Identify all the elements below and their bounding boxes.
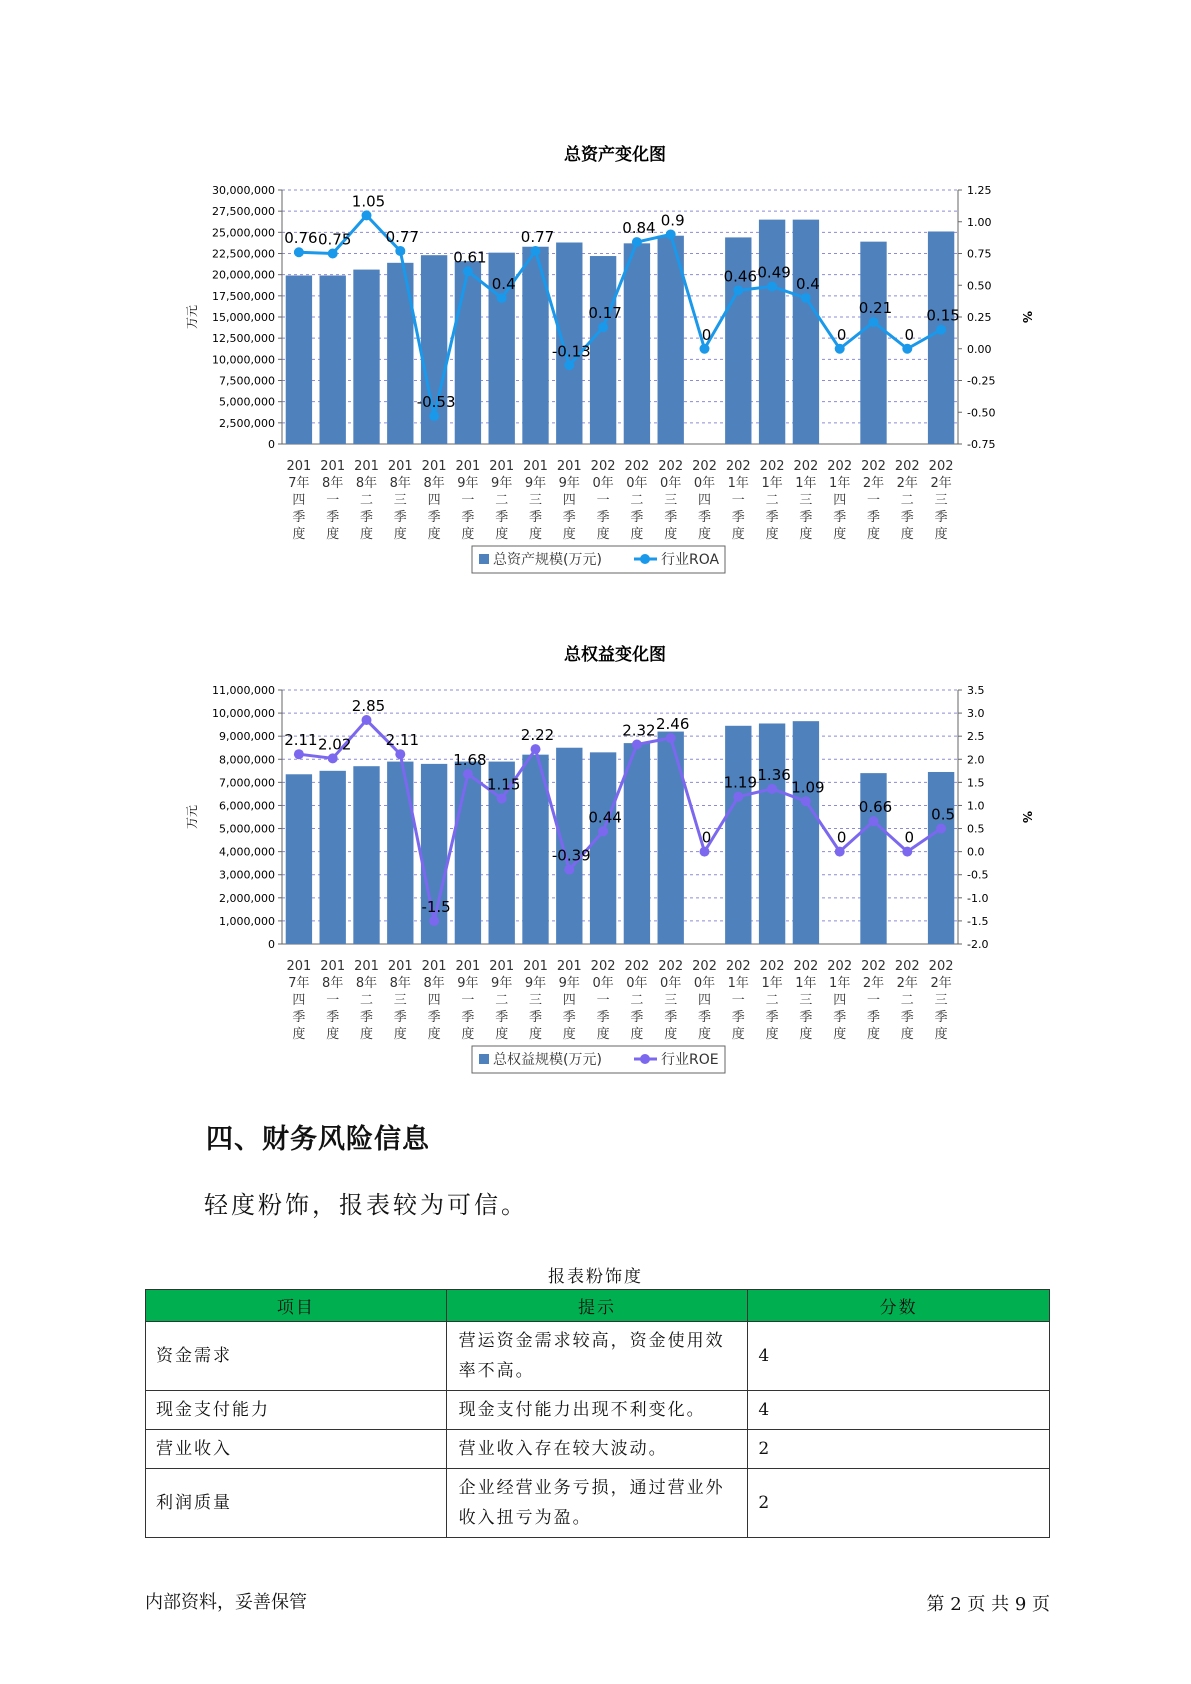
chart1-x-tick-label: 201 9年二季度 — [489, 959, 515, 1042]
chart0-tick-label-left: 22,500,000 — [212, 247, 275, 261]
chart1-data-label: 2.11 — [284, 731, 318, 750]
chart0-data-label: 0.15 — [926, 306, 960, 325]
chart1-x-tick-label: 202 0年三季度 — [658, 959, 684, 1042]
chart1-x-tick-label: 201 9年三季度 — [523, 959, 548, 1042]
chart1-line-point — [395, 749, 405, 759]
chart0-bar — [928, 231, 954, 444]
chart0-data-label: 0.21 — [858, 299, 893, 318]
chart1-data-label: 1.36 — [757, 765, 791, 784]
chart1-tick-label-left: 8,000,000 — [219, 753, 275, 767]
row-hint: 营运资金需求较高，资金使用效率不高。 — [446, 1322, 748, 1391]
chart0-data-label: 0 — [904, 325, 915, 344]
header-hint: 提示 — [446, 1290, 748, 1322]
chart0-tick-label-left: 0 — [268, 438, 275, 451]
chart1-tick-label-left: 1,000,000 — [219, 914, 275, 928]
chart0-bar — [590, 256, 616, 444]
chart0-data-label: 0.49 — [757, 263, 791, 282]
table-row — [146, 1469, 1050, 1538]
chart1-data-label: 1.68 — [453, 751, 487, 770]
chart1-x-tick-label: 201 7年四季度 — [286, 959, 312, 1042]
chart1-bar — [455, 762, 481, 944]
chart0-tick-label-right: -0.50 — [967, 406, 996, 420]
chart1-legend-bar-swatch — [479, 1054, 489, 1064]
chart1-title: 总权益变化图 — [564, 645, 666, 665]
chart1-data-label: 0 — [904, 828, 915, 847]
chart1-tick-label-left: 11,000,000 — [212, 684, 275, 697]
chart1-x-tick-label: 202 0年一季度 — [590, 959, 616, 1042]
chart0-x-tick-label: 201 7年四季度 — [286, 459, 312, 542]
chart0-data-label: 0.77 — [385, 227, 420, 246]
chart0-bar — [793, 220, 819, 444]
chart1-data-label: 2.32 — [622, 721, 656, 740]
chart1-bar — [793, 721, 819, 944]
chart1-line-point — [598, 826, 608, 836]
chart0-tick-label-right: -0.75 — [967, 438, 996, 451]
header-score: 分数 — [748, 1290, 1050, 1322]
chart0-x-tick-label: 202 0年一季度 — [590, 459, 616, 542]
chart1-legend-bar-label: 总权益规模(万元) — [493, 1052, 602, 1068]
chart0-x-tick-label: 201 8年四季度 — [421, 459, 447, 542]
chart0-tick-label-left: 12,500,000 — [212, 332, 275, 346]
chart0-x-tick-label: 202 2年三季度 — [928, 459, 954, 542]
chart0-tick-label-left: 25,000,000 — [212, 226, 275, 240]
risk-table — [145, 1289, 1050, 1538]
chart0-tick-label-left: 5,000,000 — [219, 395, 275, 409]
chart1-line-point — [801, 796, 811, 806]
chart0-line-point — [666, 229, 676, 239]
chart0-x-tick-label: 202 0年三季度 — [658, 459, 684, 542]
chart0-data-label: 0.75 — [317, 230, 352, 249]
row-hint: 营业收入存在较大波动。 — [446, 1430, 748, 1469]
chart0-x-tick-label: 201 8年一季度 — [320, 459, 346, 542]
chart0-line-point — [632, 237, 642, 247]
chart0-line-point — [598, 322, 608, 332]
total-equity-chart — [0, 630, 1191, 1100]
chart0-tick-label-right: -0.25 — [967, 374, 996, 388]
chart1-data-label: 0 — [701, 828, 712, 847]
chart1-x-tick-label: 201 9年一季度 — [455, 959, 481, 1042]
chart1-line-point — [294, 749, 304, 759]
chart0-line-point — [936, 325, 946, 335]
chart1-ylabel-right: % — [1020, 810, 1034, 824]
chart1-line-point — [869, 816, 879, 826]
chart1-data-label: 2.46 — [655, 715, 690, 734]
chart0-data-label: 0.17 — [588, 304, 622, 323]
row-score: 2 — [748, 1430, 1050, 1469]
chart1-bar — [320, 771, 346, 944]
chart0-x-tick-label: 201 9年四季度 — [556, 459, 582, 542]
chart0-ylabel-right: % — [1020, 310, 1034, 324]
chart1-tick-label-right: 2.5 — [967, 730, 985, 744]
chart1-bar — [387, 762, 413, 944]
chart1-legend-line-label: 行业ROE — [661, 1052, 719, 1068]
header-item: 项目 — [146, 1290, 447, 1322]
chart0-bar — [455, 261, 481, 444]
page-number: 第 2 页 共 9 页 — [926, 1594, 1050, 1615]
total-assets-chart-svg — [0, 130, 1191, 600]
row-score: 4 — [748, 1391, 1050, 1430]
chart1-tick-label-right: -2.0 — [967, 938, 989, 951]
chart1-tick-label-left: 7,000,000 — [219, 776, 275, 790]
chart0-line-point — [395, 246, 405, 256]
chart1-x-tick-label: 201 8年二季度 — [354, 959, 379, 1042]
total-equity-chart-svg — [0, 630, 1191, 1100]
row-item: 营业收入 — [146, 1430, 447, 1469]
chart0-tick-label-right: 0.25 — [967, 311, 992, 324]
chart0-tick-label-left: 30,000,000 — [212, 184, 275, 197]
chart0-tick-label-left: 10,000,000 — [212, 353, 275, 367]
row-item: 利润质量 — [146, 1469, 447, 1538]
chart1-data-label: 0.66 — [858, 798, 893, 817]
chart0-legend-line-marker — [640, 554, 650, 564]
chart0-data-label: 0 — [701, 325, 712, 344]
chart1-x-tick-label: 202 1年二季度 — [759, 959, 785, 1042]
chart1-bar — [928, 772, 954, 944]
chart0-legend-bar-label: 总资产规模(万元) — [493, 552, 602, 568]
chart0-line-point — [902, 344, 912, 354]
chart1-bar — [759, 723, 785, 944]
chart0-line-point — [362, 210, 372, 220]
chart1-tick-label-left: 0 — [268, 938, 275, 951]
row-score: 4 — [748, 1322, 1050, 1391]
chart0-x-tick-label: 201 9年二季度 — [489, 459, 515, 542]
row-hint: 企业经营业务亏损，通过营业外收入扭亏为盈。 — [446, 1469, 748, 1538]
chart0-x-tick-label: 202 1年四季度 — [827, 459, 853, 542]
chart1-bar — [590, 752, 616, 944]
chart1-x-tick-label: 201 8年一季度 — [320, 959, 346, 1042]
chart1-tick-label-right: 1.0 — [967, 799, 985, 813]
chart0-x-tick-label: 202 1年一季度 — [725, 459, 751, 542]
chart1-data-label: 0 — [836, 828, 847, 847]
chart0-line-point — [531, 246, 541, 256]
chart0-tick-label-right: 1.25 — [967, 184, 992, 197]
chart1-tick-label-right: 0.5 — [967, 822, 985, 836]
total-assets-chart — [0, 130, 1191, 600]
chart1-tick-label-right: 3.0 — [967, 707, 985, 721]
chart0-x-tick-label: 202 1年三季度 — [793, 459, 819, 542]
chart0-tick-label-right: 0.75 — [967, 247, 992, 261]
chart1-tick-label-right: -0.5 — [967, 868, 989, 882]
chart0-line-point — [328, 249, 338, 259]
chart0-line-point — [429, 411, 439, 421]
chart0-tick-label-left: 27,500,000 — [212, 205, 275, 219]
chart1-data-label: 2.22 — [520, 726, 555, 745]
chart1-data-label: 1.15 — [486, 775, 521, 794]
chart0-x-tick-label: 202 2年一季度 — [861, 459, 886, 542]
chart0-x-tick-label: 202 0年二季度 — [624, 459, 650, 542]
chart0-line-point — [463, 266, 473, 276]
chart1-data-label: 1.19 — [723, 773, 758, 792]
chart1-tick-label-right: 3.5 — [967, 684, 985, 697]
table-caption: 报表粉饰度 — [548, 1267, 643, 1287]
chart1-line-point — [362, 715, 372, 725]
chart0-x-tick-label: 202 2年二季度 — [894, 459, 920, 542]
chart1-tick-label-right: 0.0 — [967, 845, 985, 859]
section-intro: 轻度粉饰，报表较为可信。 — [204, 1191, 528, 1219]
chart1-data-label: 0.44 — [588, 808, 622, 827]
chart0-tick-label-left: 7,500,000 — [219, 374, 275, 388]
chart0-data-label: 0.76 — [284, 229, 318, 248]
chart0-data-label: 1.05 — [351, 192, 386, 211]
chart1-line-point — [767, 784, 777, 794]
row-item: 现金支付能力 — [146, 1391, 447, 1430]
chart1-x-tick-label: 202 2年二季度 — [894, 959, 920, 1042]
chart1-line-point — [632, 739, 642, 749]
chart0-data-label: 0 — [836, 325, 847, 344]
chart1-legend-line-marker — [640, 1054, 650, 1064]
section-heading: 四、财务风险信息 — [206, 1124, 430, 1155]
chart0-legend-bar-swatch — [479, 554, 489, 564]
chart0-line-point — [700, 344, 710, 354]
chart1-x-tick-label: 201 9年四季度 — [556, 959, 582, 1042]
chart0-data-label: 0.46 — [723, 267, 758, 286]
chart1-bar — [658, 732, 684, 944]
chart0-x-tick-label: 201 9年三季度 — [523, 459, 548, 542]
row-hint: 现金支付能力出现不利变化。 — [446, 1391, 748, 1430]
chart1-tick-label-left: 3,000,000 — [219, 868, 275, 882]
table-row — [146, 1430, 1050, 1469]
chart1-tick-label-left: 10,000,000 — [212, 707, 275, 721]
chart0-data-label: 0.84 — [622, 219, 656, 238]
chart1-bar — [725, 726, 751, 944]
chart0-x-tick-label: 202 1年二季度 — [759, 459, 785, 542]
chart0-x-tick-label: 201 8年二季度 — [354, 459, 379, 542]
chart0-bar — [860, 242, 886, 444]
chart1-x-tick-label: 201 8年四季度 — [421, 959, 447, 1042]
chart0-bar — [624, 243, 650, 444]
table-row — [146, 1322, 1050, 1391]
chart1-x-tick-label: 202 0年四季度 — [692, 959, 717, 1042]
chart1-line-point — [328, 753, 338, 763]
chart1-line-point — [531, 744, 541, 754]
chart0-tick-label-left: 20,000,000 — [212, 268, 275, 282]
chart0-line-point — [294, 247, 304, 257]
chart1-line-point — [835, 847, 845, 857]
chart0-line-point — [835, 344, 845, 354]
chart0-data-label: 0.77 — [520, 227, 555, 246]
chart1-bar — [286, 774, 312, 944]
chart1-line-point — [902, 847, 912, 857]
chart1-data-label: 2.02 — [317, 735, 352, 754]
chart1-line-point — [700, 847, 710, 857]
chart0-bar — [759, 220, 785, 444]
chart1-tick-label-left: 4,000,000 — [219, 845, 275, 859]
chart1-line-point — [463, 769, 473, 779]
chart1-bar — [353, 766, 379, 944]
chart0-data-label: 0.4 — [491, 274, 516, 293]
chart1-x-tick-label: 201 8年三季度 — [387, 959, 413, 1042]
row-score: 2 — [748, 1469, 1050, 1538]
chart1-tick-label-left: 9,000,000 — [219, 730, 275, 744]
chart0-data-label: -0.13 — [551, 342, 591, 361]
chart1-x-tick-label: 202 2年一季度 — [861, 959, 886, 1042]
chart0-data-label: 0.4 — [795, 274, 820, 293]
chart0-bar — [320, 276, 346, 444]
chart0-bar — [286, 276, 312, 444]
chart0-tick-label-left: 17,500,000 — [212, 289, 275, 303]
chart1-x-tick-label: 202 1年三季度 — [793, 959, 819, 1042]
chart0-line-point — [767, 282, 777, 292]
chart0-tick-label-right: 1.00 — [967, 215, 992, 229]
chart1-line-point — [564, 865, 574, 875]
chart1-data-label: 2.85 — [351, 697, 386, 716]
chart1-data-label: 2.11 — [385, 731, 420, 750]
chart0-tick-label-left: 15,000,000 — [212, 311, 275, 324]
chart0-bar — [353, 270, 379, 444]
chart0-ylabel-left: 万元 — [185, 304, 199, 330]
chart0-title: 总资产变化图 — [564, 145, 666, 165]
chart1-line-point — [497, 794, 507, 804]
chart0-line-point — [869, 317, 879, 327]
chart1-x-tick-label: 202 0年二季度 — [624, 959, 650, 1042]
chart0-tick-label-right: 0.00 — [967, 342, 992, 356]
chart0-tick-label-right: 0.50 — [967, 279, 992, 293]
chart0-data-label: 0.61 — [453, 248, 487, 267]
chart0-line-point — [564, 360, 574, 370]
chart1-x-tick-label: 202 2年三季度 — [928, 959, 954, 1042]
table-header-row — [146, 1290, 1050, 1322]
chart0-line-point — [733, 285, 743, 295]
chart0-line-point — [497, 293, 507, 303]
chart0-x-tick-label: 202 0年四季度 — [692, 459, 717, 542]
chart1-tick-label-right: -1.0 — [967, 891, 989, 905]
chart1-data-label: -0.39 — [551, 846, 591, 865]
row-item: 资金需求 — [146, 1322, 447, 1391]
chart1-data-label: 0.5 — [931, 805, 956, 824]
chart1-tick-label-right: -1.5 — [967, 914, 989, 928]
chart0-data-label: 0.9 — [660, 211, 685, 230]
chart0-tick-label-left: 2,500,000 — [219, 416, 275, 430]
chart0-x-tick-label: 201 8年三季度 — [387, 459, 413, 542]
chart1-tick-label-right: 2.0 — [967, 753, 985, 767]
chart1-x-tick-label: 202 1年四季度 — [827, 959, 853, 1042]
chart0-line-point — [801, 293, 811, 303]
chart1-line-point — [733, 792, 743, 802]
chart0-legend-line-label: 行业ROA — [661, 552, 720, 568]
footer-note: 内部资料，妥善保管 — [145, 1592, 307, 1613]
chart1-line-point — [429, 916, 439, 926]
chart1-tick-label-left: 6,000,000 — [219, 799, 275, 813]
chart1-data-label: -1.5 — [421, 897, 451, 916]
chart1-ylabel-left: 万元 — [185, 804, 199, 830]
chart1-bar — [624, 743, 650, 944]
table-row — [146, 1391, 1050, 1430]
chart0-data-label: -0.53 — [416, 393, 456, 412]
chart0-x-tick-label: 201 9年一季度 — [455, 459, 481, 542]
chart0-bar — [522, 247, 548, 444]
chart1-tick-label-left: 2,000,000 — [219, 891, 275, 905]
chart1-line-point — [936, 824, 946, 834]
chart1-line-point — [666, 733, 676, 743]
chart1-data-label: 1.09 — [791, 778, 825, 797]
chart1-x-tick-label: 202 1年一季度 — [725, 959, 751, 1042]
chart1-tick-label-right: 1.5 — [967, 776, 985, 790]
chart1-tick-label-left: 5,000,000 — [219, 822, 275, 836]
